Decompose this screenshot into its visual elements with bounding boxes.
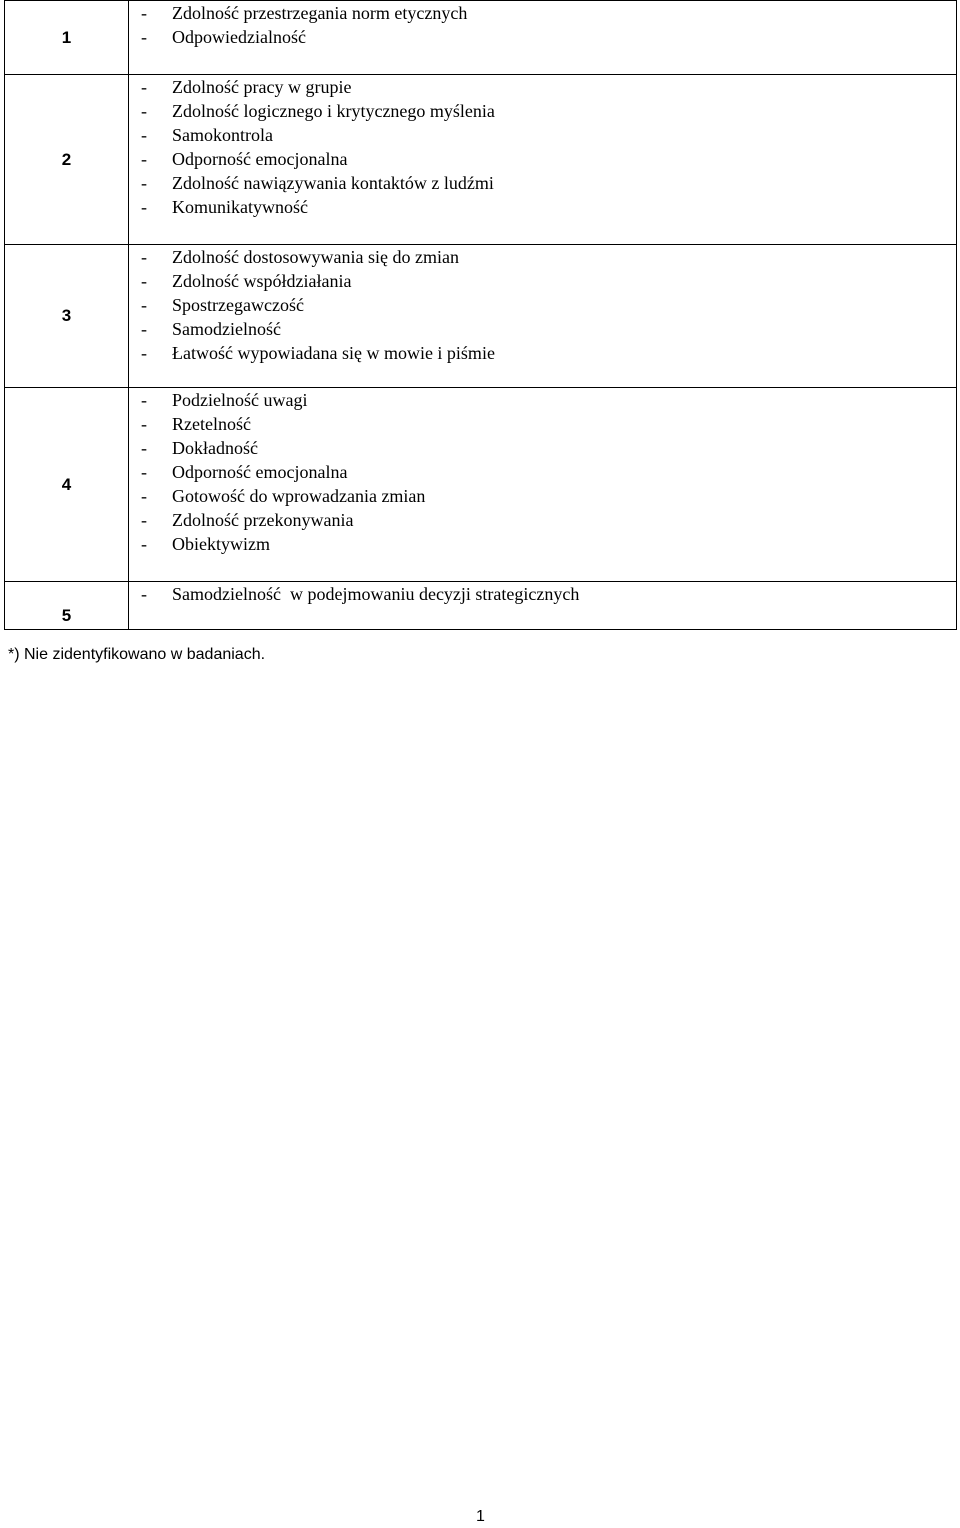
list-item [129,317,956,341]
bullet-dash: - [141,271,147,291]
row-number: 3 [5,245,129,388]
items-cell [129,245,957,388]
bullet-dash: - [141,27,147,47]
bullet-dash: - [141,3,147,23]
list-item [129,75,956,99]
items-cell [129,388,957,582]
list-item [129,25,956,49]
list-item [129,195,956,219]
list-item [129,412,956,436]
bullet-dash: - [141,295,147,315]
item-text: Obiektywizm [172,534,270,554]
table-row [5,75,957,245]
row-number: 1 [5,1,129,75]
bullet-dash: - [141,486,147,506]
item-text: Samodzielność w podejmowaniu decyzji strategicznych [172,584,580,604]
list-item [129,99,956,123]
bullet-dash: - [141,197,147,217]
item-text: Samokontrola [172,125,273,145]
item-text: Odporność emocjonalna [172,462,348,482]
bullet-dash: - [141,343,147,363]
table-row [5,388,957,582]
list-item [129,245,956,269]
bullet-dash: - [141,462,147,482]
item-text: Podzielność uwagi [172,390,308,410]
bullet-dash: - [141,510,147,530]
list-item [129,147,956,171]
bullet-dash: - [141,247,147,267]
item-text: Zdolność nawiązywania kontaktów z ludźmi [172,173,494,193]
bullet-dash: - [141,77,147,97]
items-cell [129,1,957,75]
bullet-dash: - [141,319,147,339]
footnote: *) Nie zidentyfikowano w badaniach. [8,646,266,663]
competency-table [4,0,957,630]
item-text: Zdolność logicznego i krytycznego myślenia [172,101,495,121]
list-item [129,293,956,317]
item-text: Zdolność pracy w grupie [172,77,352,97]
list-item [129,460,956,484]
list-item [129,388,956,412]
item-text: Gotowość do wprowadzania zmian [172,486,426,506]
list-item [129,508,956,532]
item-text: Łatwość wypowiadana się w mowie i piśmie [172,343,495,363]
list-item [129,341,956,365]
item-text: Zdolność przekonywania [172,510,354,530]
bullet-dash: - [141,534,147,554]
item-text: Samodzielność [172,319,281,339]
item-text: Spostrzegawczość [172,295,304,315]
table-row [5,1,957,75]
row-number: 4 [5,388,129,582]
item-text: Rzetelność [172,414,251,434]
page-number: 1 [476,1508,485,1525]
items-cell [129,75,957,245]
table-row [5,582,957,630]
list-item [129,532,956,556]
item-text: Zdolność przestrzegania norm etycznych [172,3,468,23]
bullet-dash: - [141,149,147,169]
bullet-dash: - [141,390,147,410]
list-item [129,436,956,460]
list-item [129,123,956,147]
row-number: 2 [5,75,129,245]
bullet-dash: - [141,173,147,193]
list-item [129,582,956,606]
bullet-dash: - [141,101,147,121]
item-text: Komunikatywność [172,197,308,217]
bullet-dash: - [141,125,147,145]
item-text: Odporność emocjonalna [172,149,348,169]
bullet-dash: - [141,438,147,458]
row-number: 5 [5,582,129,630]
bullet-dash: - [141,414,147,434]
item-text: Zdolność dostosowywania się do zmian [172,247,459,267]
list-item [129,1,956,25]
item-text: Dokładność [172,438,258,458]
item-text: Odpowiedzialność [172,27,306,47]
table-row [5,245,957,388]
list-item [129,171,956,195]
list-item [129,269,956,293]
item-text: Zdolność współdziałania [172,271,352,291]
items-cell [129,582,957,630]
bullet-dash: - [141,584,147,604]
list-item [129,484,956,508]
